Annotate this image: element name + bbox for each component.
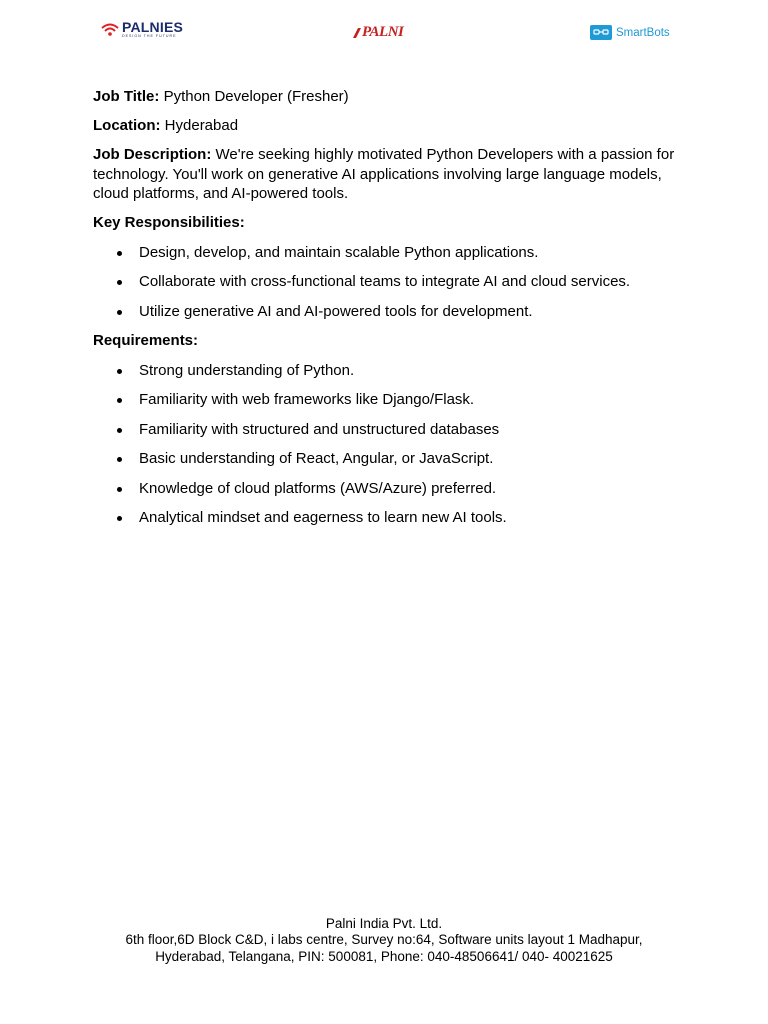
footer-company: Palni India Pvt. Ltd.: [325, 916, 443, 931]
wifi-icon: [100, 21, 120, 37]
responsibilities-heading: Key Responsibilities:: [93, 214, 245, 231]
footer-address-line1: 6th floor,6D Block C&D, i labs centre, Survey no:64, Software units layout 1 Madhapur,: [125, 932, 643, 948]
job-description-value: We're seeking highly motivated Python Developers with a passion for technology. You'll work on generative AI applications involving large language models, cloud platforms, and AI-powered tools.: [93, 146, 675, 202]
palni-swoosh-icon: [352, 27, 362, 39]
list-item: Analytical mindset and eagerness to learn new AI tools.: [93, 508, 683, 528]
page-footer: [0, 916, 768, 965]
palnies-logo: [100, 20, 183, 39]
job-title-label: Job Title:: [93, 88, 160, 105]
palnies-logo-tagline: DESIGN THE FUTURE: [122, 34, 177, 38]
page-header: [0, 0, 768, 60]
palni-logo-name: PALNI: [362, 24, 404, 40]
requirements-list: [93, 361, 683, 528]
footer-address-line2: Hyderabad, Telangana, PIN: 500081, Phone: 040-48506641/ 040- 40021625: [155, 948, 613, 964]
job-location-label: Location:: [93, 117, 161, 134]
list-item: Collaborate with cross-functional teams to integrate AI and cloud services.: [93, 272, 683, 292]
list-item: Strong understanding of Python.: [93, 361, 683, 381]
list-item: Familiarity with structured and unstructured databases: [93, 420, 683, 440]
job-posting: [93, 87, 683, 538]
responsibilities-list: [93, 243, 683, 322]
job-title-value: Python Developer (Fresher): [163, 88, 349, 105]
robot-icon: [590, 25, 612, 40]
job-title: [93, 87, 683, 107]
list-item: Familiarity with web frameworks like Django/Flask.: [93, 390, 683, 410]
job-description: [93, 145, 683, 204]
job-location: [93, 116, 683, 136]
list-item: Knowledge of cloud platforms (AWS/Azure) preferred.: [93, 479, 683, 499]
list-item: Design, develop, and maintain scalable Python applications.: [93, 243, 683, 263]
job-description-label: Job Description:: [93, 146, 212, 163]
list-item: Basic understanding of React, Angular, or JavaScript.: [93, 449, 683, 469]
palnies-logo-name: PALNIES: [122, 19, 184, 35]
list-item: Utilize generative AI and AI-powered tools for development.: [93, 302, 683, 322]
palni-logo: [352, 24, 403, 41]
smartbots-logo: [590, 25, 670, 40]
smartbots-logo-name: SmartBots: [616, 26, 670, 39]
requirements-heading: Requirements:: [93, 332, 199, 349]
job-location-value: Hyderabad: [164, 117, 239, 134]
